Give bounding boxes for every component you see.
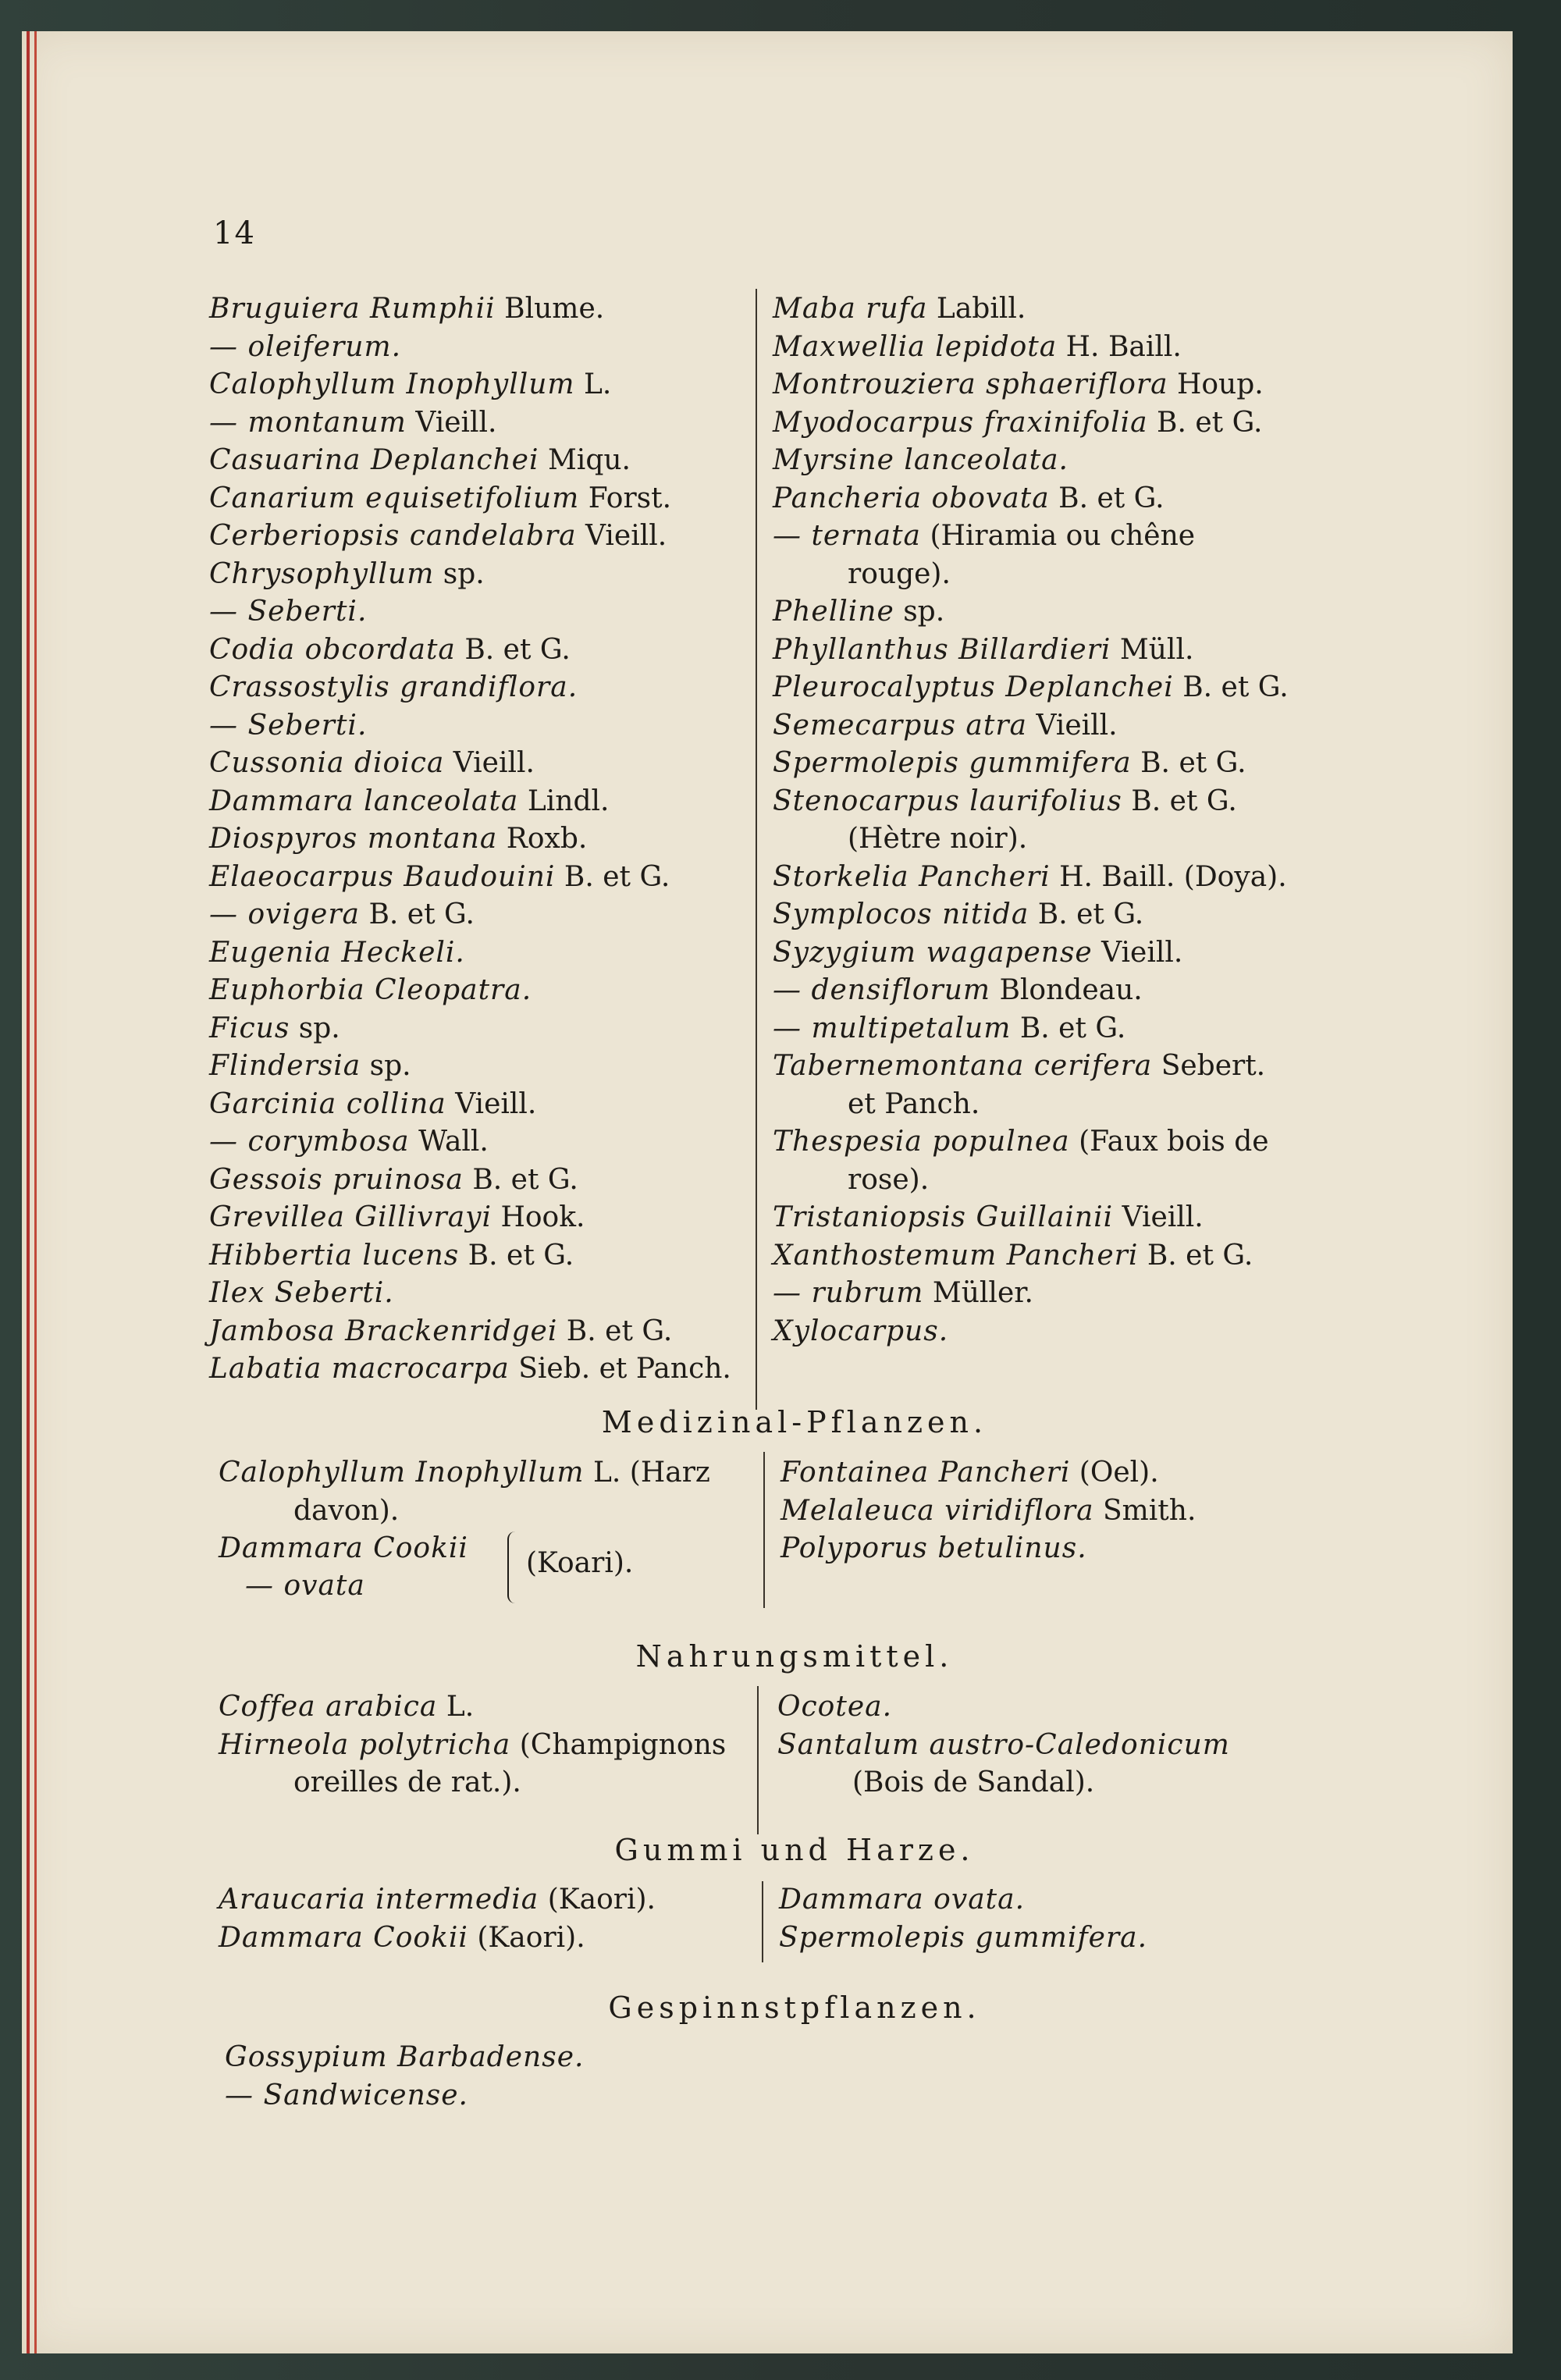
list-item — [209, 1086, 731, 1124]
species-name: Ficus — [209, 1012, 290, 1044]
authority-text: (Champignons — [510, 1728, 727, 1761]
authority-text: Smith. — [1093, 1494, 1197, 1527]
list-item — [209, 1010, 731, 1048]
authority-text: Hook. — [492, 1201, 585, 1233]
list-item — [773, 1010, 1289, 1048]
continuation-text: oreilles de rat.). — [293, 1766, 521, 1798]
species-list-left — [209, 290, 731, 1389]
list-item — [209, 593, 731, 631]
list-item — [773, 1275, 1289, 1313]
list-item — [773, 745, 1289, 783]
list-item — [773, 1123, 1289, 1199]
list-item — [209, 745, 731, 783]
list-item — [209, 1313, 731, 1351]
list-item — [779, 1881, 1147, 1919]
authority-text: B. et G. — [1147, 406, 1263, 439]
authority-text: Vieill. — [446, 1087, 537, 1120]
authority-text: sp. — [434, 557, 485, 590]
species-name: Cerberiopsis candelabra — [209, 520, 577, 552]
book-page — [22, 31, 1513, 2353]
nahrung-list-left — [219, 1688, 726, 1802]
species-name: Santalum austro-Caledonicum — [777, 1728, 1230, 1761]
authority-text: Sebert. — [1152, 1050, 1266, 1082]
authority-text: B. et G. — [1173, 671, 1289, 703]
authority-text: sp. — [361, 1050, 411, 1082]
authority-text: Vieill. — [1027, 709, 1118, 742]
authority-text: sp. — [290, 1012, 340, 1044]
gespinnst-list — [225, 2039, 584, 2115]
authority-text: (Kaori). — [539, 1884, 656, 1916]
species-name: Jambosa Brackenridgei — [209, 1315, 558, 1347]
species-name: Labatia macrocarpa — [209, 1353, 510, 1385]
list-item — [209, 556, 731, 594]
list-item — [209, 820, 731, 859]
continuation-text: (Bois de Sandal). — [852, 1766, 1095, 1798]
species-name: Dammara ovata. — [779, 1884, 1026, 1916]
list-item — [773, 934, 1289, 973]
species-name: Garcinia collina — [209, 1087, 446, 1120]
list-item — [773, 404, 1289, 443]
list-item — [773, 1313, 1289, 1351]
column-divider — [763, 1452, 765, 1608]
medizinal-list-left — [219, 1454, 710, 1530]
list-item — [773, 329, 1289, 367]
list-item — [209, 1275, 731, 1313]
species-name: Tabernemontana cerifera — [773, 1050, 1153, 1082]
species-name: — densiflorum — [773, 974, 991, 1006]
authority-text: Forst. — [579, 482, 672, 514]
species-name: Casuarina Deplanchei — [209, 444, 539, 476]
species-name: Flindersia — [209, 1050, 361, 1082]
list-item — [209, 366, 731, 404]
list-item — [209, 1162, 731, 1200]
list-item — [780, 1454, 1196, 1492]
authority-text: B. et G. — [1138, 1239, 1253, 1272]
species-name: — rubrum — [773, 1277, 924, 1309]
species-name: Hibbertia lucens — [209, 1239, 460, 1272]
list-item — [209, 1350, 731, 1389]
list-item — [209, 480, 731, 518]
authority-text: Vieill. — [406, 406, 497, 439]
authority-text: B. et G. — [459, 1239, 574, 1272]
list-item — [225, 2077, 584, 2115]
species-name: Coffea arabica — [219, 1691, 438, 1723]
authority-text: Blume. — [495, 293, 605, 325]
section-heading-gummi: Gummi und Harze. — [614, 1833, 975, 1867]
continuation-text: (Hètre noir). — [848, 823, 1028, 855]
continuation-text: et Panch. — [848, 1087, 980, 1120]
species-name: Phelline — [773, 596, 894, 628]
list-item — [209, 290, 731, 329]
authority-text: B. et G. — [1122, 784, 1237, 817]
species-name: Gossypium Barbadense. — [225, 2041, 585, 2073]
list-item — [209, 329, 731, 367]
list-item — [773, 1199, 1289, 1237]
authority-text: B. et G. — [360, 898, 475, 930]
authority-text: Vieill. — [1113, 1201, 1204, 1233]
brace-line-2: — ovata — [245, 1570, 365, 1602]
list-item — [209, 707, 731, 745]
authority-text: Vieill. — [576, 520, 667, 552]
authority-text: H. Baill. — [1057, 330, 1182, 363]
species-list-right — [773, 290, 1289, 1350]
list-item — [209, 783, 731, 821]
species-name: Polyporus betulinus. — [780, 1532, 1087, 1564]
list-item — [209, 972, 731, 1010]
column-divider — [757, 1686, 759, 1834]
list-item — [209, 518, 731, 556]
species-name: Spermolepis gummifera. — [779, 1921, 1148, 1954]
species-name: Spermolepis gummifera — [773, 747, 1132, 779]
species-name: Xylocarpus. — [773, 1315, 949, 1347]
species-name: Gessois pruinosa — [209, 1163, 464, 1196]
species-name: Pancheria obovata — [773, 482, 1050, 514]
authority-text: L. — [574, 368, 612, 400]
list-item — [780, 1492, 1196, 1531]
list-item — [777, 1727, 1230, 1802]
gummi-list-right — [779, 1881, 1147, 1957]
species-name: — ternata — [773, 520, 922, 552]
authority-text: Müll. — [1111, 633, 1194, 666]
species-name: Chrysophyllum — [209, 557, 435, 590]
authority-text: L. (Harz — [584, 1457, 710, 1489]
list-item — [219, 1881, 656, 1919]
species-name: Montrouziera sphaeriflora — [773, 368, 1168, 400]
species-name: Calophyllum Inophyllum — [209, 368, 575, 400]
species-name: — multipetalum — [773, 1012, 1012, 1044]
authority-text: sp. — [894, 596, 945, 628]
authority-text: Houp. — [1168, 368, 1264, 400]
list-item — [209, 669, 731, 707]
species-name: Araucaria intermedia — [219, 1884, 539, 1916]
species-name: Semecarpus atra — [773, 709, 1027, 742]
list-item — [773, 1237, 1289, 1275]
authority-text: B. et G. — [1049, 482, 1165, 514]
list-item — [773, 896, 1289, 934]
authority-text: B. et G. — [463, 1163, 578, 1196]
list-item — [773, 480, 1289, 518]
species-name: Maxwellia lepidota — [773, 330, 1058, 363]
list-item — [209, 631, 731, 670]
species-name: Grevillea Gillivrayi — [209, 1201, 492, 1233]
list-item — [773, 593, 1289, 631]
species-name: Xanthostemum Pancheri — [773, 1239, 1139, 1272]
list-item — [773, 442, 1289, 480]
species-name: Storkelia Pancheri — [773, 860, 1051, 893]
authority-text: (Faux bois de — [1069, 1126, 1269, 1158]
species-name: Eugenia Heckeli. — [209, 936, 465, 969]
authority-text: (Oel). — [1070, 1457, 1159, 1489]
list-item — [777, 1688, 1230, 1727]
species-name: Myodocarpus fraxinifolia — [773, 406, 1148, 439]
species-name: Pleurocalyptus Deplanchei — [773, 671, 1174, 703]
authority-text: Blondeau. — [990, 974, 1143, 1006]
gummi-list-left — [219, 1881, 656, 1957]
species-name: Stenocarpus laurifolius — [773, 784, 1122, 817]
list-item — [773, 518, 1289, 593]
list-item — [773, 859, 1289, 897]
continuation-text: rose). — [848, 1163, 930, 1196]
species-name: Maba rufa — [773, 293, 928, 325]
species-name: Thespesia populnea — [773, 1126, 1070, 1158]
list-item — [773, 707, 1289, 745]
authority-text: Labill. — [927, 293, 1026, 325]
species-name: Fontainea Pancheri — [780, 1457, 1071, 1489]
list-item — [773, 669, 1289, 707]
species-name: Bruguiera Rumphii — [209, 293, 496, 325]
authority-text: B. et G. — [1131, 747, 1246, 779]
species-name: — ovigera — [209, 898, 360, 930]
brace-annotation: (Koari). — [526, 1547, 634, 1579]
species-name: — Sandwicense. — [225, 2079, 469, 2111]
list-item — [209, 1199, 731, 1237]
authority-text: (Hiramia ou chêne — [921, 520, 1196, 552]
continuation-text: davon). — [293, 1494, 400, 1527]
list-item — [773, 972, 1289, 1010]
list-item — [219, 1454, 710, 1530]
authority-text: Müller. — [923, 1277, 1033, 1309]
list-item — [773, 1048, 1289, 1123]
list-item — [773, 631, 1289, 670]
species-name: Cussonia dioica — [209, 747, 445, 779]
authority-text: Vieill. — [1092, 936, 1183, 969]
species-name: Canarium equisetifolium — [209, 482, 580, 514]
authority-text: Sieb. et Panch. — [509, 1353, 731, 1385]
brace-group-koari — [219, 1530, 634, 1605]
authority-text: Roxb. — [497, 823, 588, 855]
authority-text: Wall. — [409, 1126, 489, 1158]
list-item — [779, 1919, 1147, 1958]
page-number: 14 — [213, 215, 256, 251]
list-item — [780, 1530, 1196, 1568]
nahrung-list-right — [777, 1688, 1230, 1802]
list-item — [219, 1919, 656, 1958]
species-name: Ocotea. — [777, 1691, 893, 1723]
species-name: Ilex Seberti. — [209, 1277, 394, 1309]
list-item — [773, 366, 1289, 404]
species-name: — oleiferum. — [209, 330, 402, 363]
species-name: Myrsine lanceolata. — [773, 444, 1069, 476]
column-divider — [756, 289, 757, 1410]
list-item — [225, 2039, 584, 2077]
list-item — [209, 404, 731, 443]
authority-text: Miqu. — [539, 444, 631, 476]
list-item — [209, 1123, 731, 1162]
list-item — [219, 1688, 726, 1727]
species-name: Calophyllum Inophyllum — [219, 1457, 585, 1489]
column-divider — [762, 1881, 763, 1962]
authority-text: B. et G. — [557, 1315, 673, 1347]
authority-text: Vieill. — [444, 747, 535, 779]
list-item — [209, 1237, 731, 1275]
section-heading-gespinnst: Gespinnstpflanzen. — [608, 1990, 981, 2025]
continuation-text: rouge). — [848, 557, 951, 590]
authority-text: B. et G. — [1011, 1012, 1126, 1044]
species-name: Phyllanthus Billardieri — [773, 633, 1111, 666]
list-item — [209, 934, 731, 973]
brace-line-1: Dammara Cookii — [219, 1532, 468, 1564]
species-name: — Seberti. — [209, 596, 368, 628]
list-item — [219, 1727, 726, 1802]
species-name: Euphorbia Cleopatra. — [209, 974, 532, 1006]
list-item — [773, 290, 1289, 329]
list-item — [209, 896, 731, 934]
species-name: — corymbosa — [209, 1126, 410, 1158]
curly-brace — [507, 1532, 520, 1603]
list-item — [209, 1048, 731, 1086]
authority-text: Lindl. — [518, 784, 610, 817]
section-heading-nahrung: Nahrungsmittel. — [635, 1639, 954, 1674]
authority-text: (Kaori). — [468, 1921, 585, 1954]
species-name: Codia obcordata — [209, 633, 456, 666]
list-item — [773, 783, 1289, 859]
species-name: Crassostylis grandiflora. — [209, 671, 578, 703]
species-name: Syzygium wagapense — [773, 936, 1093, 969]
species-name: — Seberti. — [209, 709, 368, 742]
species-name: Diospyros montana — [209, 823, 498, 855]
species-name: Melaleuca viridiflora — [780, 1494, 1094, 1527]
authority-text: L. — [437, 1691, 475, 1723]
species-name: Dammara lanceolata — [209, 784, 519, 817]
list-item — [209, 442, 731, 480]
list-item — [209, 859, 731, 897]
authority-text: H. Baill. (Doya). — [1050, 860, 1287, 893]
species-name: Tristaniopsis Guillainii — [773, 1201, 1114, 1233]
medizinal-list-right — [780, 1454, 1196, 1568]
species-name: Dammara Cookii — [219, 1921, 468, 1954]
authority-text: B. et G. — [555, 860, 670, 893]
species-name: Hirneola polytricha — [219, 1728, 511, 1761]
species-name: Elaeocarpus Baudouini — [209, 860, 556, 893]
species-name: Symplocos nitida — [773, 898, 1029, 930]
authority-text: B. et G. — [1029, 898, 1144, 930]
authority-text: B. et G. — [455, 633, 571, 666]
species-name: — montanum — [209, 406, 407, 439]
section-heading-medizinal: Medizinal-Pflanzen. — [601, 1405, 988, 1439]
